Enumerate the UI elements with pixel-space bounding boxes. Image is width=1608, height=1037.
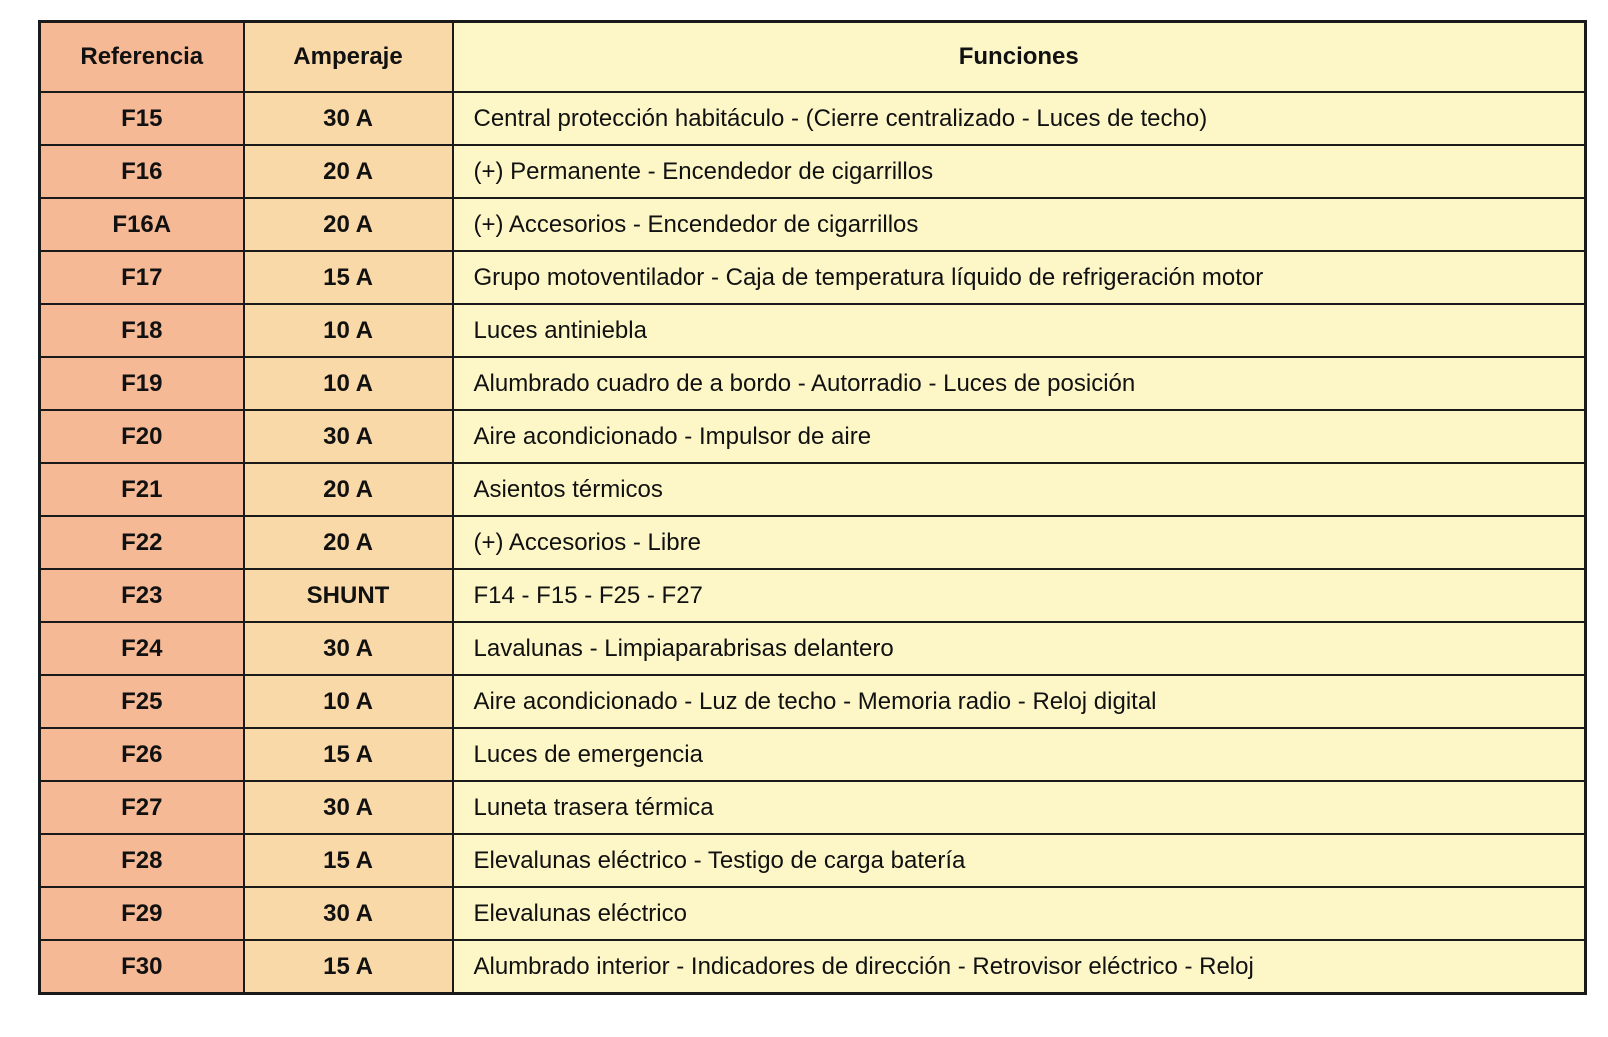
functions-cell: Elevalunas eléctrico	[453, 887, 1586, 940]
amperage-cell: 30 A	[244, 410, 453, 463]
functions-cell: Asientos térmicos	[453, 463, 1586, 516]
reference-cell: F19	[40, 357, 244, 410]
amperage-cell: 15 A	[244, 728, 453, 781]
table-row	[40, 781, 1586, 834]
functions-cell: (+) Accesorios - Libre	[453, 516, 1586, 569]
reference-cell: F17	[40, 251, 244, 304]
table-row	[40, 357, 1586, 410]
reference-cell: F20	[40, 410, 244, 463]
header-amperage: Amperaje	[244, 22, 453, 93]
header-functions: Funciones	[453, 22, 1586, 93]
functions-cell: (+) Permanente - Encendedor de cigarrillos	[453, 145, 1586, 198]
header-row	[40, 22, 1586, 93]
reference-cell: F16	[40, 145, 244, 198]
table-row	[40, 145, 1586, 198]
functions-cell: Aire acondicionado - Impulsor de aire	[453, 410, 1586, 463]
amperage-cell: 30 A	[244, 92, 453, 145]
amperage-cell: 15 A	[244, 834, 453, 887]
reference-cell: F22	[40, 516, 244, 569]
amperage-cell: 15 A	[244, 940, 453, 994]
functions-cell: Grupo motoventilador - Caja de temperatura líquido de refrigeración motor	[453, 251, 1586, 304]
reference-cell: F24	[40, 622, 244, 675]
functions-cell: F14 - F15 - F25 - F27	[453, 569, 1586, 622]
reference-cell: F15	[40, 92, 244, 145]
amperage-cell: 20 A	[244, 145, 453, 198]
functions-cell: Luces antiniebla	[453, 304, 1586, 357]
reference-cell: F29	[40, 887, 244, 940]
amperage-cell: 10 A	[244, 675, 453, 728]
table-row	[40, 887, 1586, 940]
amperage-cell: 30 A	[244, 622, 453, 675]
table-row	[40, 92, 1586, 145]
amperage-cell: SHUNT	[244, 569, 453, 622]
table-row	[40, 463, 1586, 516]
table-row	[40, 569, 1586, 622]
table-row	[40, 516, 1586, 569]
table-row	[40, 834, 1586, 887]
table-row	[40, 251, 1586, 304]
table-header	[40, 22, 1586, 93]
functions-cell: Lavalunas - Limpiaparabrisas delantero	[453, 622, 1586, 675]
functions-cell: Luces de emergencia	[453, 728, 1586, 781]
amperage-cell: 20 A	[244, 516, 453, 569]
reference-cell: F27	[40, 781, 244, 834]
amperage-cell: 10 A	[244, 304, 453, 357]
reference-cell: F28	[40, 834, 244, 887]
table-row	[40, 198, 1586, 251]
table-row	[40, 304, 1586, 357]
functions-cell: Central protección habitáculo - (Cierre centralizado - Luces de techo)	[453, 92, 1586, 145]
amperage-cell: 10 A	[244, 357, 453, 410]
amperage-cell: 20 A	[244, 198, 453, 251]
table-row	[40, 622, 1586, 675]
table-row	[40, 728, 1586, 781]
table-row	[40, 410, 1586, 463]
functions-cell: Alumbrado cuadro de a bordo - Autorradio - Luces de posición	[453, 357, 1586, 410]
functions-cell: Aire acondicionado - Luz de techo - Memoria radio - Reloj digital	[453, 675, 1586, 728]
amperage-cell: 30 A	[244, 781, 453, 834]
amperage-cell: 15 A	[244, 251, 453, 304]
reference-cell: F25	[40, 675, 244, 728]
functions-cell: Elevalunas eléctrico - Testigo de carga batería	[453, 834, 1586, 887]
reference-cell: F21	[40, 463, 244, 516]
table-body	[40, 92, 1586, 994]
reference-cell: F26	[40, 728, 244, 781]
fuse-table	[38, 20, 1587, 995]
reference-cell: F30	[40, 940, 244, 994]
reference-cell: F23	[40, 569, 244, 622]
table-row	[40, 675, 1586, 728]
amperage-cell: 30 A	[244, 887, 453, 940]
amperage-cell: 20 A	[244, 463, 453, 516]
reference-cell: F16A	[40, 198, 244, 251]
reference-cell: F18	[40, 304, 244, 357]
table-row	[40, 940, 1586, 994]
header-reference: Referencia	[40, 22, 244, 93]
functions-cell: Alumbrado interior - Indicadores de dirección - Retrovisor eléctrico - Reloj	[453, 940, 1586, 994]
functions-cell: Luneta trasera térmica	[453, 781, 1586, 834]
functions-cell: (+) Accesorios - Encendedor de cigarrillos	[453, 198, 1586, 251]
